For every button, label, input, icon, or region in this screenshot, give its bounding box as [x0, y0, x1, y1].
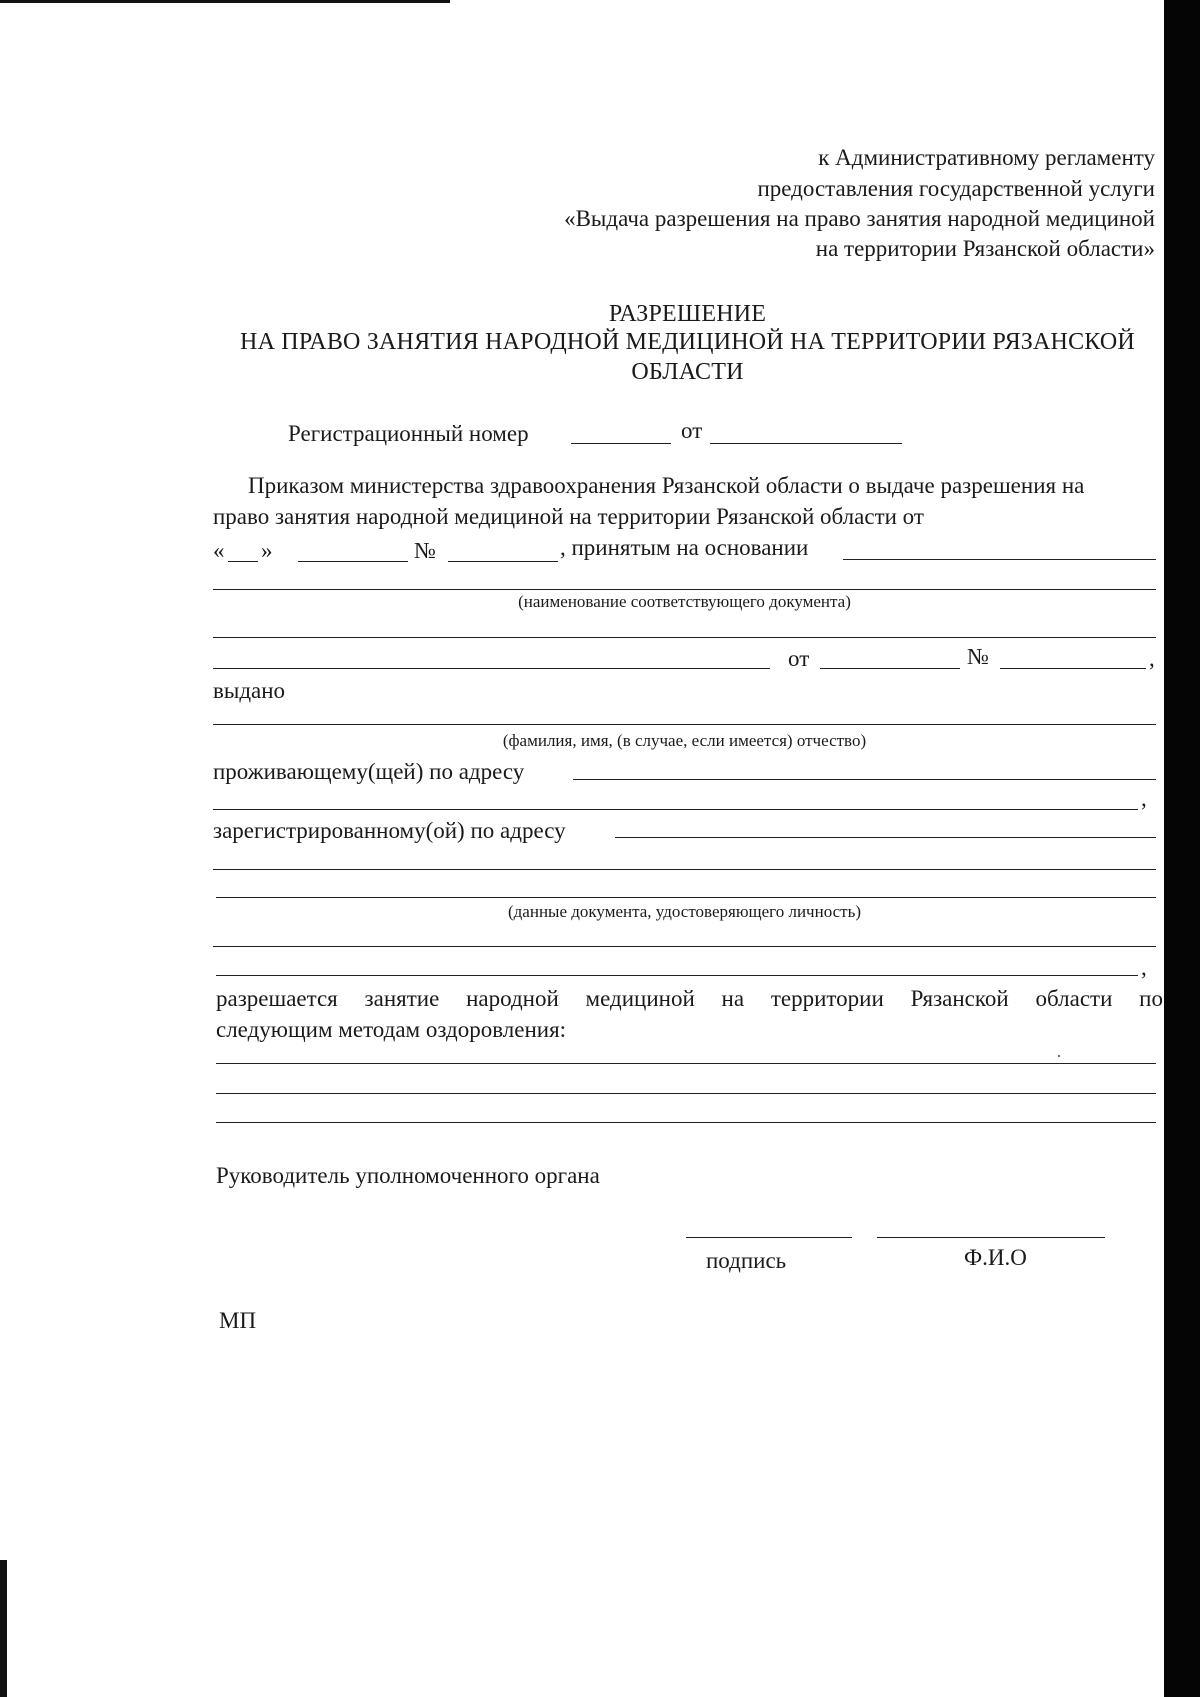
order-number-sign-2: № [967, 644, 989, 669]
registered-address-field-2[interactable] [213, 869, 1156, 870]
order-from: от [788, 646, 810, 671]
methods-field-2[interactable] [216, 1093, 1156, 1094]
issued-name-field[interactable] [213, 724, 1156, 725]
title-line-1: РАЗРЕШЕНИЕ [608, 301, 767, 327]
scan-speck [1058, 1055, 1060, 1057]
header-line-3: «Выдача разрешения на право занятия народной медициной [564, 206, 1155, 231]
order-day-field[interactable] [228, 561, 258, 562]
signature-label: подпись [706, 1248, 787, 1273]
header-line-1: к Административному регламенту [818, 145, 1155, 170]
registered-label: зарегистрированному(ой) по адресу [213, 818, 566, 843]
title-line-3: ОБЛАСТИ [631, 359, 744, 385]
order-number-field[interactable] [448, 561, 558, 562]
permission-line-1: разрешается занятие народной медициной на территории Рязанской области по [216, 986, 1163, 1011]
name-field[interactable] [877, 1237, 1105, 1238]
seal-label: МП [219, 1308, 257, 1333]
methods-field-1[interactable] [216, 1063, 1156, 1064]
order-basis-field-2[interactable] [213, 589, 1156, 590]
residing-address-field-2[interactable] [213, 809, 1138, 810]
caption-document: (наименование соответствующего документа) [518, 592, 851, 611]
order-basis-field-3[interactable] [213, 637, 1156, 638]
signature-head: Руководитель уполномоченного органа [216, 1163, 600, 1188]
residing-comma: , [1141, 786, 1147, 811]
caption-id: (данные документа, удостоверяющего личность) [507, 902, 861, 921]
order-quote-open: « [213, 538, 225, 563]
order-basis-field[interactable] [843, 559, 1156, 560]
header-line-4: на территории Рязанской области» [815, 236, 1155, 261]
id-document-field[interactable] [216, 897, 1156, 898]
registration-number-field[interactable] [571, 443, 671, 444]
order-based-on: , принятым на основании [560, 535, 809, 560]
id-document-field-2[interactable] [213, 946, 1156, 947]
issued-label: выдано [213, 678, 286, 703]
order-comma: , [1149, 646, 1155, 671]
registration-date-field[interactable] [710, 443, 902, 444]
title-line-2: НА ПРАВО ЗАНЯТИЯ НАРОДНОЙ МЕДИЦИНОЙ НА ТЕРРИТОРИИ РЯЗАНСКОЙ [240, 329, 1135, 355]
scan-edge-top [0, 0, 450, 3]
name-label: Ф.И.О [964, 1245, 1027, 1270]
order-quote-close: » [261, 538, 273, 563]
id-document-field-3[interactable] [216, 975, 1138, 976]
permission-line-2: следующим методам оздоровления: [216, 1017, 567, 1042]
order-line-1: Приказом министерства здравоохранения Рязанской области о выдаче разрешения на [248, 473, 1085, 498]
order-doc-number-field[interactable] [1000, 668, 1146, 669]
registration-from: от [681, 418, 703, 443]
order-month-field[interactable] [298, 561, 408, 562]
order-doc-date-field[interactable] [820, 668, 960, 669]
registration-label: Регистрационный номер [288, 421, 529, 446]
residing-label: проживающему(щей) по адресу [213, 759, 525, 784]
order-basis-field-4[interactable] [213, 668, 770, 669]
scan-edge-left [0, 1560, 7, 1697]
id-comma: , [1141, 955, 1147, 980]
residing-address-field[interactable] [573, 779, 1156, 780]
order-line-2: право занятия народной медициной на территории Рязанской области от [213, 504, 924, 529]
methods-field-3[interactable] [216, 1122, 1156, 1123]
scan-edge-right [1164, 0, 1200, 1697]
header-line-2: предоставления государственной услуги [757, 176, 1155, 201]
registered-address-field[interactable] [615, 837, 1156, 838]
order-number-sign: № [414, 538, 436, 563]
caption-name: (фамилия, имя, (в случае, если имеется) отчество) [502, 731, 867, 750]
signature-field[interactable] [686, 1237, 852, 1238]
